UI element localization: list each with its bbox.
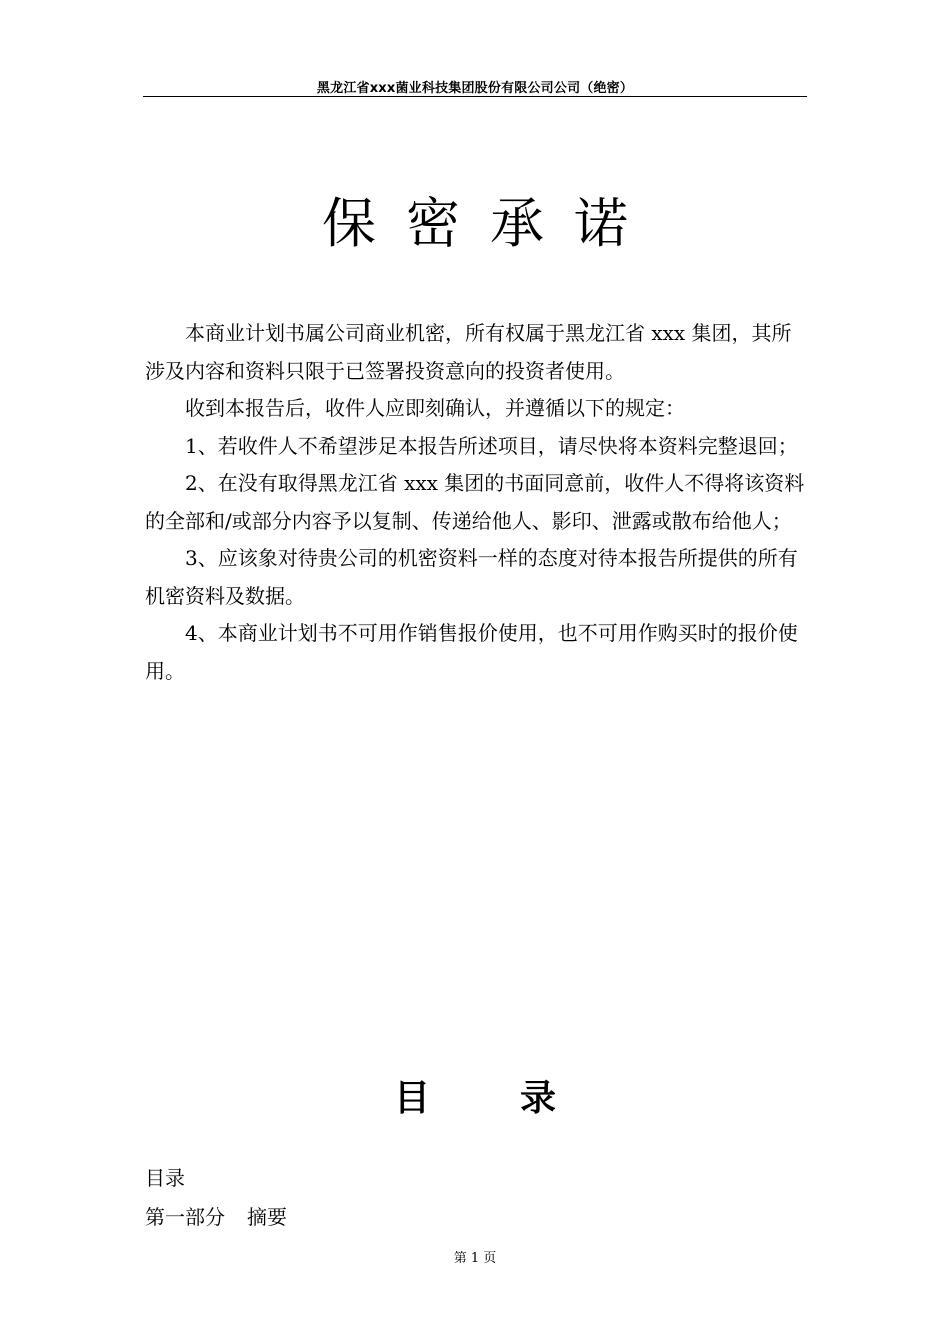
paragraph-intro: 本商业计划书属公司商业机密，所有权属于黑龙江省 xxx 集团，其所涉及内容和资料只限于已签署投资意向的投资者使用。 <box>145 321 792 383</box>
toc-heading-char-2: 录 <box>520 1078 557 1119</box>
toc-entry-label: 目录 <box>145 1166 185 1190</box>
page-title: 保密承诺 <box>322 192 658 255</box>
toc-entry-name: 摘要 <box>247 1205 287 1229</box>
paragraph-rule-1: 1、若收件人不希望涉足本报告所述项目，请尽快将本资料完整退回； <box>185 433 798 458</box>
toc-entry-part-1[interactable] <box>145 1203 287 1231</box>
toc-heading-char-1: 目 <box>393 1078 430 1119</box>
toc-entry-part: 第一部分 <box>145 1205 225 1229</box>
paragraph-rule-3: 3、应该象对待贵公司的机密资料一样的态度对待本报告所提供的所有机密资料及数据。 <box>145 546 798 608</box>
paragraph-rules-lead: 收到本报告后，收件人应即刻确认，并遵循以下的规定： <box>185 396 685 420</box>
header-rule <box>143 96 807 97</box>
toc-heading <box>143 1074 807 1124</box>
confidentiality-body <box>145 315 809 690</box>
paragraph-rule-4: 4、本商业计划书不可用作销售报价使用，也不可用作购买时的报价使用。 <box>145 621 798 683</box>
toc-entry-contents[interactable] <box>145 1164 185 1192</box>
page-number: 第 1 页 <box>453 1251 497 1266</box>
document-header: 黑龙江省xxx菌业科技集团股份有限公司公司（绝密） <box>316 81 634 96</box>
paragraph-rule-2: 2、在没有取得黑龙江省 xxx 集团的书面同意前，收件人不得将该资料的全部和/或部分内容予以复制、传递给他人、影印、泄露或散布给他人； <box>145 471 805 533</box>
